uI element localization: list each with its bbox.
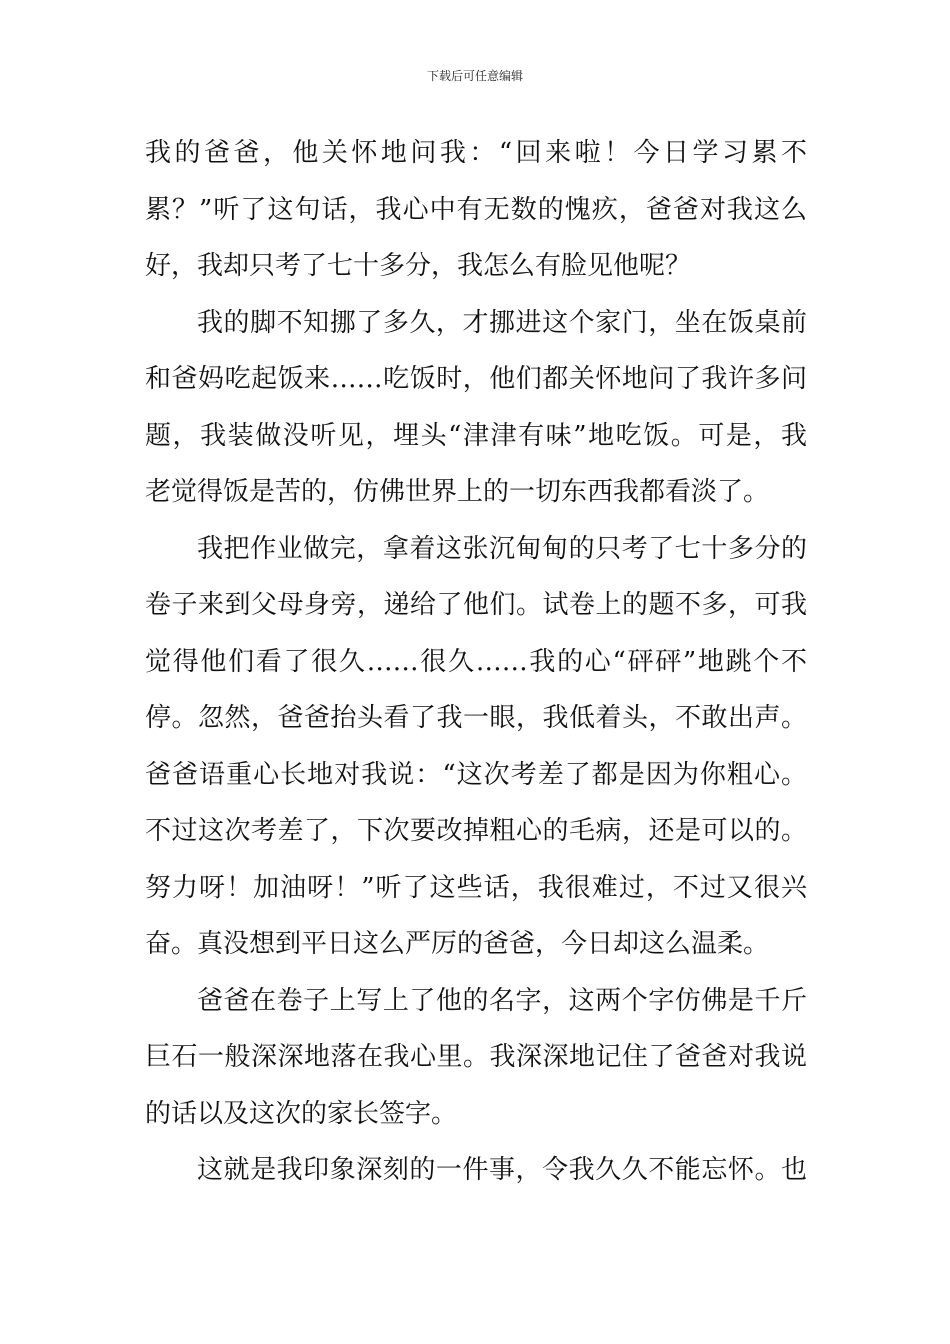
text-line: 停。忽然，爸爸抬头看了我一眼，我低着头，不敢出声。	[145, 703, 807, 733]
text-line: 努力呀！加油呀！”听了这些话，我很难过，不过又很兴	[145, 872, 807, 903]
text-line: 我的爸爸，他关怀地问我：“回来啦！今日学习累不	[145, 138, 807, 168]
text-line: 题，我装做没听见，埋头“津津有味”地吃饭。可是，我	[145, 420, 807, 451]
text-line: 我把作业做完，拿着这张沉甸甸的只考了七十多分的	[197, 533, 807, 564]
text-line: 卷子来到父母身旁，递给了他们。试卷上的题不多，可我	[145, 590, 807, 620]
text-line: 的话以及这次的家长签字。	[145, 1098, 458, 1129]
text-line: 这就是我印象深刻的一件事，令我久久不能忘怀。也	[197, 1155, 807, 1185]
text-line: 爸爸在卷子上写上了他的名字，这两个字仿佛是千斤	[197, 985, 807, 1016]
text-line: 累？”听了这句话，我心中有无数的愧疚，爸爸对我这么	[145, 194, 807, 225]
text-line: 巨石一般深深地落在我心里。我深深地记住了爸爸对我说	[145, 1042, 807, 1072]
article-body	[145, 128, 807, 1202]
text-line: 不过这次考差了，下次要改掉粗心的毛病，还是可以的。	[145, 816, 807, 846]
text-line: 觉得他们看了很久……很久……我的心“砰砰”地跳个不	[145, 646, 807, 677]
text-line: 好，我却只考了七十多分，我怎么有脸见他呢？	[145, 251, 692, 281]
page-header: 下载后可任意编辑	[426, 69, 523, 83]
text-line: 我的脚不知挪了多久，才挪进这个家门，坐在饭桌前	[197, 307, 807, 338]
text-line: 老觉得饭是苦的，仿佛世界上的一切东西我都看淡了。	[145, 477, 770, 507]
text-line: 爸爸语重心长地对我说：“这次考差了都是因为你粗心。	[145, 759, 807, 790]
text-line: 奋。真没想到平日这么严厉的爸爸，今日却这么温柔。	[145, 929, 770, 959]
text-line: 和爸妈吃起饭来……吃饭时，他们都关怀地问了我许多问	[145, 364, 807, 394]
